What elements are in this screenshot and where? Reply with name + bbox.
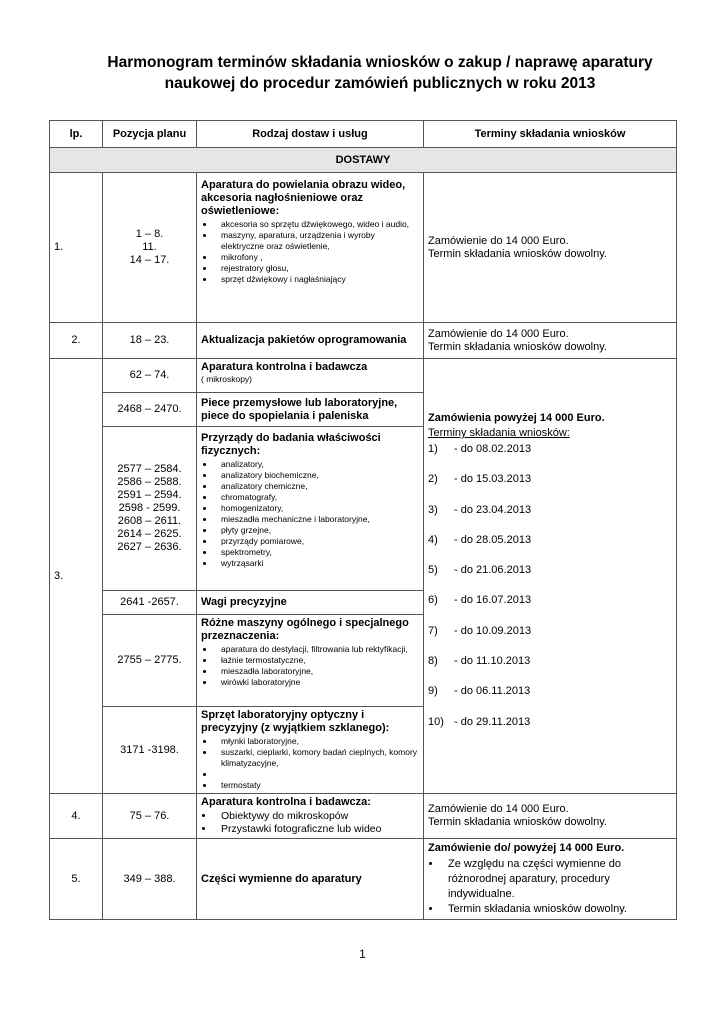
- row3-sub3-plan: 2577 – 2584. 2586 – 2588. 2591 – 2594. 2598 - 2599. 2608 – 2611. 2614 – 2625. 2627 – 2636.: [103, 427, 197, 591]
- row2-term1: Zamówienie do 14 000 Euro.: [428, 327, 569, 340]
- row3-sub3-heading: Przyrządy do badania właściwości fizycznych:: [201, 432, 381, 457]
- document-title: [60, 52, 700, 94]
- deadline-item: 9) - do 06.11.2013: [428, 685, 531, 698]
- list-item: • analizatory biochemiczne,: [215, 470, 419, 481]
- section-dostawy: DOSTAWY: [50, 148, 677, 173]
- row1-term2: Termin składania wniosków dowolny.: [428, 247, 607, 260]
- row2-term2: Termin składania wniosków dowolny.: [428, 340, 607, 353]
- row1-items: [201, 219, 419, 285]
- row3-sub2-plan: 2468 – 2470.: [103, 393, 197, 427]
- row4-term2: Termin składania wniosków dowolny.: [428, 816, 607, 828]
- row4-items: [201, 810, 419, 836]
- header-plan: Pozycja planu: [103, 121, 197, 148]
- row3-sub4-heading: Wagi precyzyjne: [197, 591, 424, 615]
- list-item: • Przystawki fotograficzne lub wideo: [215, 823, 419, 836]
- deadline-item: 6) - do 16.07.2013: [428, 594, 532, 607]
- schedule-table: [49, 120, 677, 920]
- row3-term-title: Zamówienia powyżej 14 000 Euro.: [428, 412, 605, 424]
- deadline-list: [428, 443, 672, 746]
- list-item: • mieszadła laboratoryjne,: [215, 666, 419, 677]
- list-item: • mikrofony ,: [215, 252, 419, 263]
- row5-heading: Części wymienne do aparatury: [197, 839, 424, 920]
- list-item: • aparatura do destylacji, filtrowania lub rektyfikacji,: [215, 644, 419, 655]
- list-item: • termostaty: [215, 780, 419, 791]
- row5-lp: 5.: [50, 839, 103, 920]
- header-row: [50, 121, 677, 148]
- list-item: [215, 769, 419, 780]
- list-item: • przyrządy pomiarowe,: [215, 536, 419, 547]
- list-item: • analizatory chemiczne,: [215, 481, 419, 492]
- list-item: • analizatory,: [215, 459, 419, 470]
- row3-sub6-plan: 3171 -3198.: [103, 707, 197, 794]
- deadline-item: 1) - do 08.02.2013: [428, 443, 532, 455]
- deadline-item: 10) - do 29.11.2013: [428, 715, 531, 728]
- row2-lp: 2.: [50, 323, 103, 359]
- list-item: • suszarki, cieplarki, komory badań cieplnych, komory klimatyzacyjne,: [215, 747, 419, 769]
- deadline-item: 3) - do 23.04.2013: [428, 503, 532, 516]
- row3-sub6-heading: Sprzęt laboratoryjny optyczny i precyzyjny (z wyjątkiem szklanego):: [201, 709, 390, 734]
- deadline-item: 8) - do 11.10.2013: [428, 655, 531, 668]
- list-item: • akcesoria so sprzętu dźwiękowego, wideo i audio,: [215, 219, 419, 230]
- deadline-item: 2) - do 15.03.2013: [428, 473, 532, 486]
- page-number: 1: [359, 947, 366, 961]
- row4-term1: Zamówienie do 14 000 Euro.: [428, 803, 569, 815]
- list-item: • mieszadła mechaniczne i laboratoryjne,: [215, 514, 419, 525]
- row1-term1: Zamówienie do 14 000 Euro.: [428, 234, 569, 247]
- list-item: • spektrometry,: [215, 547, 419, 558]
- row3-sub1-heading: Aparatura kontrolna i badawcza: [201, 361, 368, 373]
- header-terms: Terminy składania wniosków: [424, 121, 677, 148]
- table-row: [50, 173, 677, 323]
- row3-sub5-plan: 2755 – 2775.: [103, 615, 197, 707]
- deadline-item: 4) - do 28.05.2013: [428, 533, 532, 546]
- row3-lp: 3.: [50, 359, 103, 794]
- list-item: • Termin składania wniosków dowolny.: [442, 902, 672, 917]
- list-item: • łaźnie termostatyczne,: [215, 655, 419, 666]
- table-row: [50, 323, 677, 359]
- list-item: • młynki laboratoryjne,: [215, 736, 419, 747]
- row5-term-title: Zamówienie do/ powyżej 14 000 Euro.: [428, 842, 625, 854]
- row3-sub5-heading: Różne maszyny ogólnego i specjalnego przeznaczenia:: [201, 617, 409, 642]
- list-item: • Ze względu na części wymienne do różnorodnej aparatury, procedury indywidualne.: [442, 857, 672, 902]
- row3-sub4-plan: 2641 -2657.: [103, 591, 197, 615]
- row3-term-sub: Terminy składania wniosków:: [428, 427, 570, 439]
- row5-items: [428, 857, 672, 917]
- deadline-item: 5) - do 21.06.2013: [428, 564, 532, 577]
- row2-heading: Aktualizacja pakietów oprogramowania: [197, 323, 424, 359]
- list-item: • chromatografy,: [215, 492, 419, 503]
- row3-sub6-items: [201, 736, 419, 791]
- list-item: • sprzęt dźwiękowy i nagłaśniający: [215, 274, 419, 285]
- row3-sub3-items: [201, 459, 419, 569]
- row2-plan: 18 – 23.: [103, 323, 197, 359]
- deadline-item: 7) - do 10.09.2013: [428, 624, 532, 637]
- list-item: • wytrząsarki: [215, 558, 419, 569]
- row1-lp: 1.: [50, 173, 103, 323]
- table-row: [50, 359, 677, 393]
- row3-sub2-heading: Piece przemysłowe lub laboratoryjne, piece do spopielania i paleniska: [197, 393, 424, 427]
- row1-plan: 1 – 8. 11. 14 – 17.: [103, 173, 197, 323]
- header-type: Rodzaj dostaw i usług: [197, 121, 424, 148]
- row4-lp: 4.: [50, 794, 103, 839]
- table-row: [50, 794, 677, 839]
- list-item: • płyty grzejne,: [215, 525, 419, 536]
- title-line-2: naukowej do procedur zamówień publicznych w roku 2013: [164, 75, 596, 92]
- list-item: • rejestratory głosu,: [215, 263, 419, 274]
- title-line-1: Harmonogram terminów składania wniosków o zakup / naprawę aparatury: [107, 54, 653, 71]
- list-item: • Obiektywy do mikroskopów: [215, 810, 419, 823]
- row5-plan: 349 – 388.: [103, 839, 197, 920]
- row1-heading: Aparatura do powielania obrazu wideo, akcesoria nagłośnieniowe oraz oświetleniowe:: [201, 179, 406, 217]
- list-item: • wirówki laboratoryjne: [215, 677, 419, 688]
- row4-plan: 75 – 76.: [103, 794, 197, 839]
- row3-sub5-items: [201, 644, 419, 688]
- header-lp: lp.: [50, 121, 103, 148]
- row3-sub1-plan: 62 – 74.: [103, 359, 197, 393]
- list-item: • homogenizatory,: [215, 503, 419, 514]
- row3-sub1-note: ( mikroskopy): [201, 374, 253, 384]
- table-row: [50, 839, 677, 920]
- list-item: • maszyny, aparatura, urządzenia i wyroby elektryczne oraz oświetlenie,: [215, 230, 419, 252]
- row4-heading: Aparatura kontrolna i badawcza:: [201, 796, 371, 808]
